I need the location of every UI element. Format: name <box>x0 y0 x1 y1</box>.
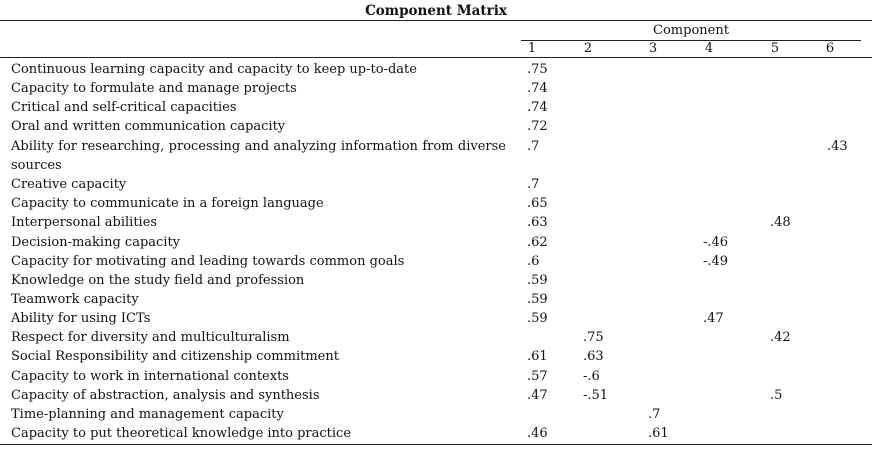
loading-cell-col-1: .72 <box>527 119 548 134</box>
loading-cell-col-1: .62 <box>527 235 548 250</box>
row-label: Ability for researching, processing and analyzing information from diverse sources <box>11 139 506 173</box>
header-rule <box>0 57 872 58</box>
loading-cell-col-2: .75 <box>583 330 604 345</box>
component-header: Component <box>653 23 729 38</box>
loading-cell-col-1: .63 <box>527 215 548 230</box>
loading-cell-col-1: .74 <box>527 81 548 96</box>
loading-cell-col-1: .65 <box>527 196 548 211</box>
loading-cell-col-6: .43 <box>827 139 848 154</box>
top-rule <box>0 20 872 21</box>
row-label: Capacity to put theoretical knowledge into practice <box>11 426 352 441</box>
row-label: Social Responsibility and citizenship commitment <box>11 349 339 364</box>
row-label: Teamwork capacity <box>11 292 139 307</box>
loading-cell-col-1: .47 <box>527 388 548 403</box>
loading-cell-col-4: -.46 <box>703 235 729 250</box>
loading-cell-col-1: .61 <box>527 349 548 364</box>
loading-cell-col-1: .59 <box>527 311 548 326</box>
row-label: Respect for diversity and multiculturalism <box>11 330 290 345</box>
row-label: Capacity for motivating and leading towards common goals <box>11 254 405 269</box>
row-label: Capacity to communicate in a foreign language <box>11 196 324 211</box>
loading-cell-col-4: .47 <box>703 311 724 326</box>
row-label: Time-planning and management capacity <box>11 407 284 422</box>
loading-cell-col-1: .75 <box>527 62 548 77</box>
loading-cell-col-2: -.51 <box>583 388 609 403</box>
loading-cell-col-1: .7 <box>527 177 540 192</box>
column-header-4: 4 <box>704 41 714 56</box>
loading-cell-col-4: -.49 <box>703 254 729 269</box>
loading-cell-col-3: .7 <box>648 407 661 422</box>
loading-cell-col-5: .5 <box>770 388 783 403</box>
loading-cell-col-1: .7 <box>527 139 540 154</box>
row-label: Critical and self-critical capacities <box>11 100 237 115</box>
row-label: Oral and written communication capacity <box>11 119 286 134</box>
table-title: Component Matrix <box>365 3 507 19</box>
loading-cell-col-5: .48 <box>770 215 791 230</box>
loading-cell-col-5: .42 <box>770 330 791 345</box>
loading-cell-col-1: .46 <box>527 426 548 441</box>
row-label: Continuous learning capacity and capacity to keep up-to-date <box>11 62 417 77</box>
row-label: Creative capacity <box>11 177 127 192</box>
loading-cell-col-2: -.6 <box>583 369 600 384</box>
bottom-rule <box>0 444 872 445</box>
column-header-6: 6 <box>825 41 835 56</box>
component-rule <box>521 40 861 41</box>
loading-cell-col-1: .59 <box>527 273 548 288</box>
loading-cell-col-1: .59 <box>527 292 548 307</box>
column-header-3: 3 <box>648 41 658 56</box>
row-label: Capacity to work in international contexts <box>11 369 289 384</box>
loading-cell-col-1: .6 <box>527 254 540 269</box>
row-label: Capacity of abstraction, analysis and synthesis <box>11 388 320 403</box>
loading-cell-col-2: .63 <box>583 349 604 364</box>
row-label: Capacity to formulate and manage projects <box>11 81 297 96</box>
loading-cell-col-3: .61 <box>648 426 669 441</box>
row-label: Ability for using ICTs <box>11 311 151 326</box>
row-label: Knowledge on the study field and profession <box>11 273 305 288</box>
loading-cell-col-1: .57 <box>527 369 548 384</box>
row-label: Interpersonal abilities <box>11 215 158 230</box>
row-label: Decision-making capacity <box>11 235 181 250</box>
loading-cell-col-1: .74 <box>527 100 548 115</box>
column-header-5: 5 <box>770 41 780 56</box>
column-header-1: 1 <box>527 41 537 56</box>
column-header-2: 2 <box>583 41 593 56</box>
